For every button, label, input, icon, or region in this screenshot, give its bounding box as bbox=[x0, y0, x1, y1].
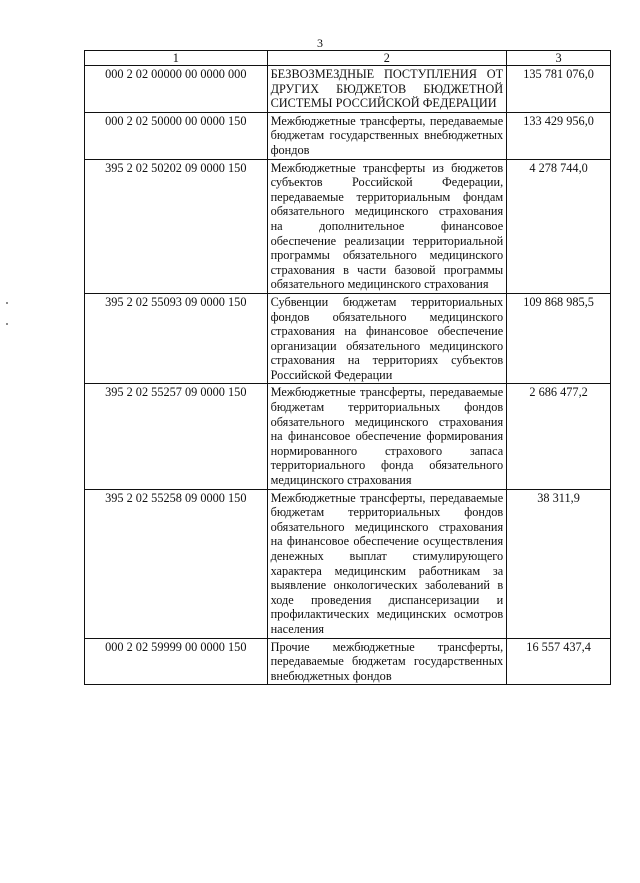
amount-cell: 133 429 956,0 bbox=[507, 112, 611, 159]
budget-code-cell: 395 2 02 50202 09 0000 150 bbox=[85, 159, 268, 293]
amount-cell: 109 868 985,5 bbox=[507, 293, 611, 384]
amount-cell: 135 781 076,0 bbox=[507, 66, 611, 113]
table-row bbox=[85, 384, 611, 489]
amount-cell: 16 557 437,4 bbox=[507, 638, 611, 685]
table-row bbox=[85, 638, 611, 685]
amount-cell: 4 278 744,0 bbox=[507, 159, 611, 293]
budget-code-cell: 395 2 02 55093 09 0000 150 bbox=[85, 293, 268, 384]
budget-code-cell: 000 2 02 59999 00 0000 150 bbox=[85, 638, 268, 685]
scan-mark bbox=[6, 323, 8, 325]
description-cell: БЕЗВОЗМЕЗДНЫЕ ПОСТУПЛЕНИЯ ОТ ДРУГИХ БЮДЖЕТОВ БЮДЖЕТНОЙ СИСТЕМЫ РОССИЙСКОЙ ФЕДЕРАЦИИ bbox=[267, 66, 507, 113]
column-header: 1 bbox=[85, 51, 268, 66]
description-cell: Прочие межбюджетные трансферты, передаваемые бюджетам государственных внебюджетных фондов bbox=[267, 638, 507, 685]
budget-code-cell: 000 2 02 00000 00 0000 000 bbox=[85, 66, 268, 113]
scan-mark bbox=[6, 302, 8, 304]
column-header: 2 bbox=[267, 51, 507, 66]
table-row bbox=[85, 66, 611, 113]
description-cell: Межбюджетные трансферты, передаваемые бюджетам территориальных фондов обязательного медицинского страхования на финансовое обеспечение формирования нормированного страхового запаса территориального фонда обязательного медицинского страхования bbox=[267, 384, 507, 489]
description-cell: Межбюджетные трансферты, передаваемые бюджетам территориальных фондов обязательного медицинского страхования на финансовое обеспечение осуществления денежных выплат стимулирующего характера медицинским работникам за выявление онкологических заболеваний в ходе проведения диспансеризации и профилактических медицинских осмотров населения bbox=[267, 489, 507, 638]
table-header-row bbox=[85, 51, 611, 66]
page-number: 3 bbox=[317, 36, 323, 50]
budget-code-cell: 000 2 02 50000 00 0000 150 bbox=[85, 112, 268, 159]
budget-code-cell: 395 2 02 55258 09 0000 150 bbox=[85, 489, 268, 638]
table-row bbox=[85, 293, 611, 384]
amount-cell: 2 686 477,2 bbox=[507, 384, 611, 489]
budget-table bbox=[84, 50, 611, 685]
column-header: 3 bbox=[507, 51, 611, 66]
amount-cell: 38 311,9 bbox=[507, 489, 611, 638]
table-row bbox=[85, 159, 611, 293]
description-cell: Субвенции бюджетам территориальных фондов обязательного медицинского страхования на финансовое обеспечение организации обязательного медицинского страхования на территориях субъектов Российской Федерации bbox=[267, 293, 507, 384]
description-cell: Межбюджетные трансферты из бюджетов субъектов Российской Федерации, передаваемые территориальным фондам обязательного медицинского страхования на дополнительное финансовое обеспечение реализации территориальной программы обязательного медицинского страхования в части базовой программы обязательного медицинского страхования bbox=[267, 159, 507, 293]
description-cell: Межбюджетные трансферты, передаваемые бюджетам государственных внебюджетных фондов bbox=[267, 112, 507, 159]
table-row bbox=[85, 112, 611, 159]
budget-code-cell: 395 2 02 55257 09 0000 150 bbox=[85, 384, 268, 489]
table-row bbox=[85, 489, 611, 638]
